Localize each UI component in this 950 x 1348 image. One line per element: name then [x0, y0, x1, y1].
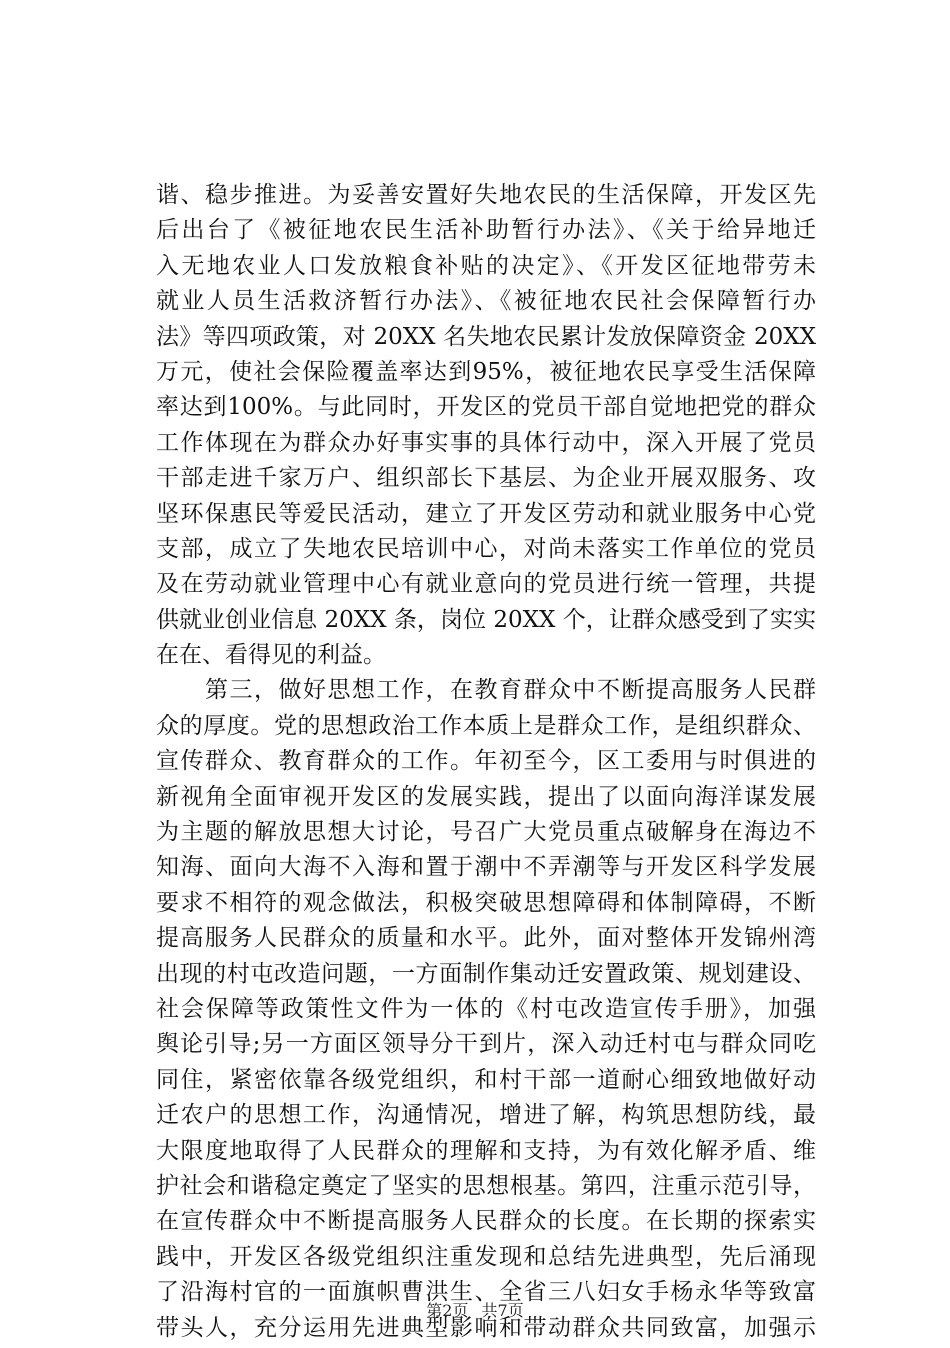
- body-line-27: 迁农户的思想工作，沟通情况，增进了解，构筑思想防线，最: [156, 1102, 816, 1129]
- body-line-28: 大限度地取得了人民群众的理解和支持，为有效化解矛盾、维: [156, 1137, 816, 1164]
- body-line-16: 众的厚度。党的思想政治工作本质上是群众工作，是组织群众、: [156, 712, 816, 739]
- total-pages: 共7页: [481, 1301, 524, 1320]
- page-footer: [0, 1300, 950, 1322]
- body-line-19: 为主题的解放思想大讨论，号召广大党员重点破解身在海边不: [156, 819, 816, 846]
- body-line-06: 万元，使社会保险覆盖率达到95%，被征地农民享受生活保障: [156, 358, 816, 385]
- body-line-30: 在宣传群众中不断提高服务人民群众的长度。在长期的探索实: [156, 1208, 816, 1235]
- body-line-03: 入无地农业人口发放粮食补贴的决定》、《开发区征地带劳未: [156, 252, 816, 279]
- body-line-09: 干部走进千家万户、组织部长下基层、为企业开展双服务、攻: [156, 465, 816, 492]
- page-number: 第2页: [426, 1301, 469, 1320]
- body-line-13: 供就业创业信息 20XX 条，岗位 20XX 个，让群众感受到了实实: [156, 606, 816, 633]
- document-body: [156, 180, 816, 1348]
- body-line-24: 社会保障等政策性文件为一体的《村屯改造宣传手册》，加强: [156, 995, 816, 1022]
- body-line-07: 率达到100%。与此同时，开发区的党员干部自觉地把党的群众: [156, 394, 816, 421]
- body-line-12: 及在劳动就业管理中心有就业意向的党员进行统一管理，共提: [156, 571, 816, 598]
- body-line-10: 坚环保惠民等爱民活动，建立了开发区劳动和就业服务中心党: [156, 500, 816, 527]
- body-line-11: 支部，成立了失地农民培训中心，对尚未落实工作单位的党员: [156, 535, 816, 562]
- body-line-29: 护社会和谐稳定奠定了坚实的思想根基。第四，注重示范引导，: [156, 1172, 816, 1199]
- body-line-32: 了沿海村官的一面旗帜曹洪生、全省三八妇女手杨永华等致富: [156, 1279, 816, 1306]
- body-line-15: 第三，做好思想工作，在教育群众中不断提高服务人民群: [156, 677, 816, 704]
- body-line-23: 出现的村屯改造问题，一方面制作集动迁安置政策、规划建设、: [156, 960, 816, 987]
- body-line-17: 宣传群众、教育群众的工作。年初至今，区工委用与时俱进的: [156, 748, 816, 775]
- body-line-18: 新视角全面审视开发区的发展实践，提出了以面向海洋谋发展: [156, 783, 816, 810]
- body-line-21: 要求不相符的观念做法，积极突破思想障碍和体制障碍，不断: [156, 889, 816, 916]
- body-line-05: 法》等四项政策，对 20XX 名失地农民累计发放保障资金 20XX: [156, 323, 816, 350]
- body-line-04: 就业人员生活救济暂行办法》、《被征地农民社会保障暂行办: [156, 288, 816, 315]
- body-line-14: 在在、看得见的利益。: [156, 642, 386, 669]
- body-line-22: 提高服务人民群众的质量和水平。此外，面对整体开发锦州湾: [156, 925, 816, 952]
- body-line-26: 同住，紧密依靠各级党组织，和村干部一道耐心细致地做好动: [156, 1066, 816, 1093]
- body-line-20: 知海、面向大海不入海和置于潮中不弄潮等与开发区科学发展: [156, 854, 816, 881]
- body-line-33: 带头人，充分运用先进典型影响和带动群众共同致富，加强示: [156, 1314, 816, 1341]
- body-line-31: 践中，开发区各级党组织注重发现和总结先进典型，先后涌现: [156, 1243, 816, 1270]
- body-line-08: 工作体现在为群众办好事实事的具体行动中，深入开展了党员: [156, 429, 816, 456]
- body-line-02: 后出台了《被征地农民生活补助暂行办法》、《关于给异地迁: [156, 217, 816, 244]
- body-line-25: 舆论引导;另一方面区领导分干到片，深入动迁村屯与群众同吃: [156, 1031, 816, 1058]
- body-line-01: 谐、稳步推进。为妥善安置好失地农民的生活保障，开发区先: [156, 182, 816, 208]
